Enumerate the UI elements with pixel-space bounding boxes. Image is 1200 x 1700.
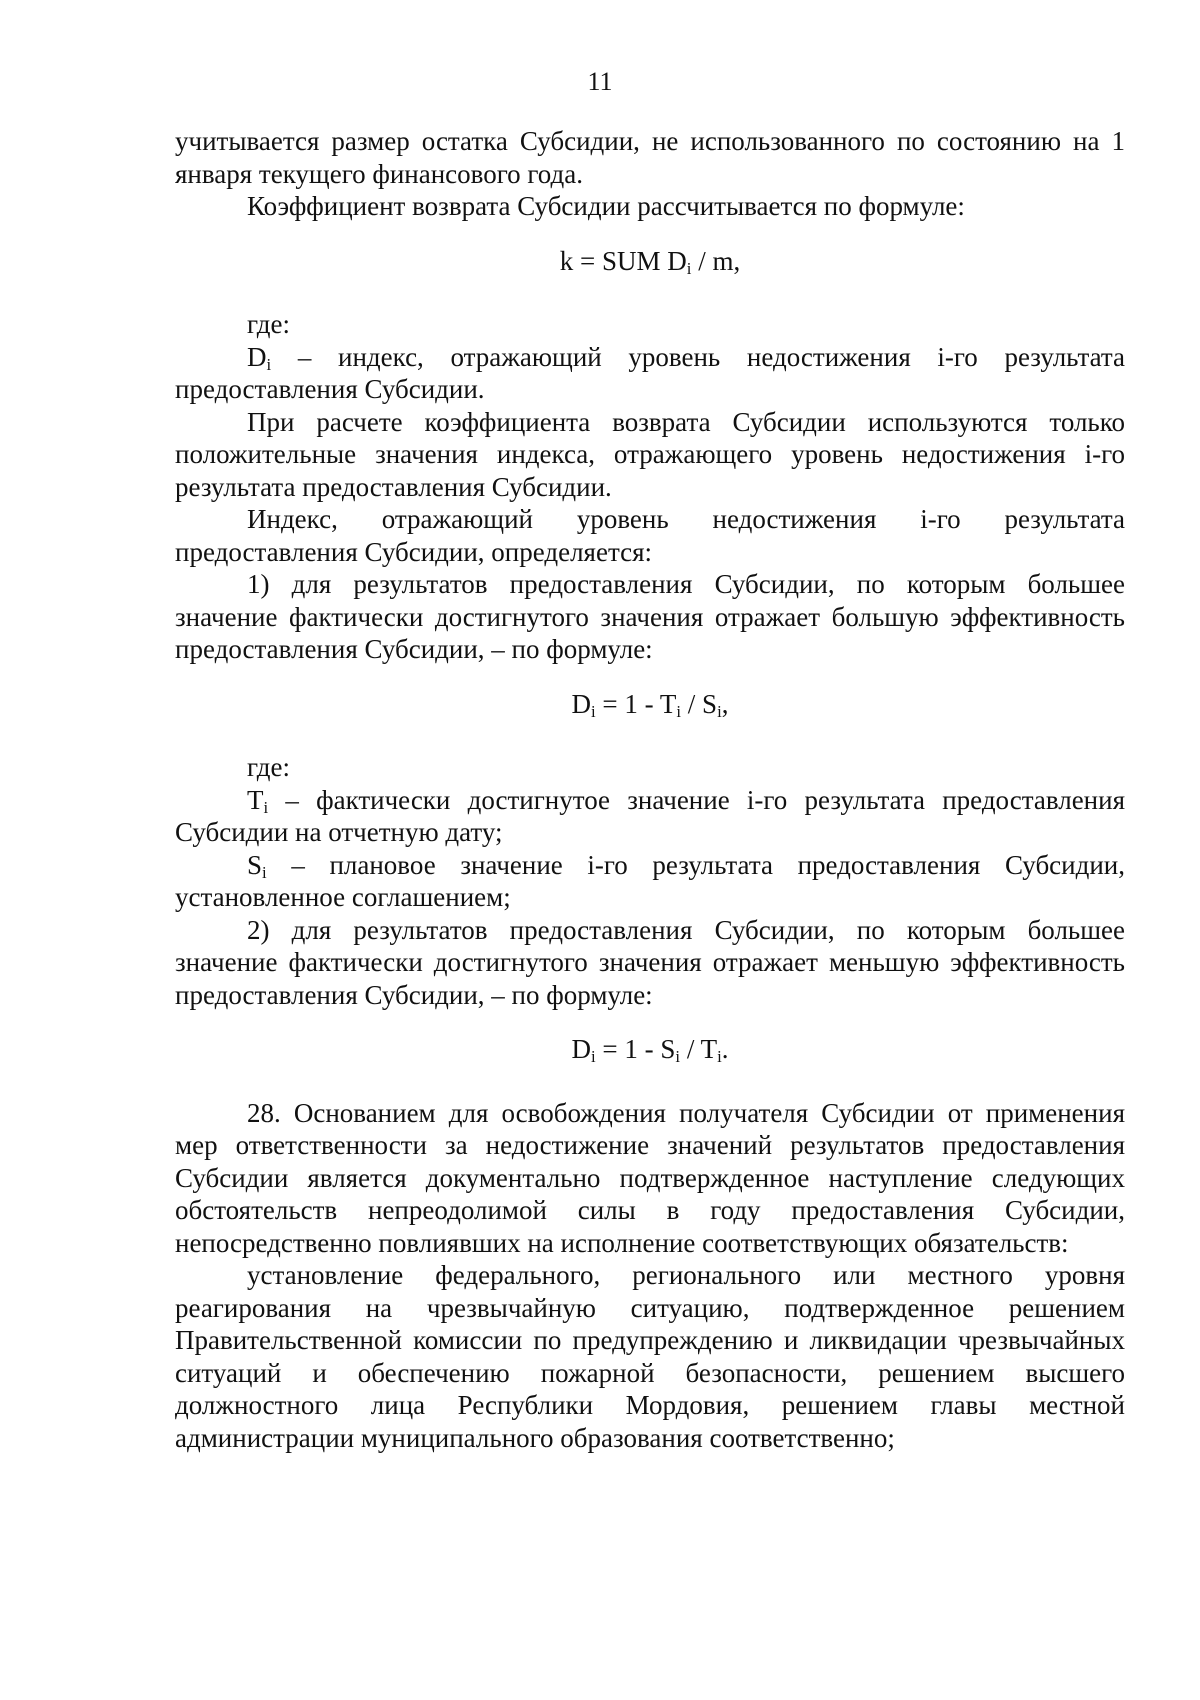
- paragraph-coefficient-intro: Коэффициент возврата Субсидии рассчитывается по формуле:: [247, 191, 965, 221]
- formula-subscript: i: [591, 701, 596, 721]
- paragraph-continuation: учитывается размер остатка Субсидии, не использованного по состоянию на 1 января текущего финансового года.: [175, 126, 1125, 189]
- formula-index-case-1: [175, 688, 1125, 721]
- definition-di: [175, 341, 1125, 406]
- formula-part: ,: [721, 688, 729, 719]
- symbol: S: [247, 849, 263, 880]
- paragraph-emergency-level: установление федерального, регионального или местного уровня реагирования на чрезвычайную ситуацию, подтвержденное решением Правительственной комиссии по предупреждению и ликвидации чрезвычайных ситуаций и обеспечению пожарной безопасности, решением высшего должностного лица Республики Мордовия, решением главы местной администрации муниципального образования соответственно;: [175, 1260, 1125, 1453]
- paragraph-case-1: 1) для результатов предоставления Субсидии, по которым большее значение фактически достигнутого значения отражает большую эффективность предоставления Субсидии, – по формуле:: [175, 569, 1125, 664]
- formula-part: .: [721, 1034, 729, 1064]
- definition-text: – плановое значение i-го результата предоставления Субсидии, установленное соглашением;: [175, 849, 1125, 912]
- formula-part: = 1 - T: [595, 688, 677, 719]
- formula-part: / m,: [691, 245, 741, 276]
- symbol-subscript: i: [266, 354, 272, 374]
- definition-text: – индекс, отражающий уровень недостижения i-го результата предоставления Субсидии.: [175, 341, 1125, 404]
- formula-subscript: i: [676, 701, 682, 721]
- paragraph-positive-values: При расчете коэффициента возврата Субсидии используются только положительные значения индекса, отражающего уровень недостижения i-го результата предоставления Субсидии.: [175, 406, 1125, 502]
- formula-part: = 1 - S: [595, 1034, 676, 1064]
- formula-part: D: [571, 1034, 592, 1064]
- formula-part: / T: [680, 1034, 718, 1064]
- formula-subscript: i: [591, 1047, 596, 1067]
- symbol-subscript: i: [262, 862, 267, 882]
- definition-text: – фактически достигнутое значение i-го результата предоставления Субсидии на отчетную дату;: [175, 784, 1125, 847]
- symbol-subscript: i: [263, 797, 269, 817]
- formula-part: k = SUM D: [559, 245, 687, 276]
- paragraph-case-2: 2) для результатов предоставления Субсидии, по которым большее значение фактически достигнутого значения отражает меньшую эффективность предоставления Субсидии, – по формуле:: [175, 914, 1125, 1010]
- formula-index-case-2: [175, 1033, 1125, 1066]
- formula-subscript: i: [717, 701, 722, 721]
- formula-subscript: i: [675, 1047, 681, 1067]
- document-body: [175, 125, 1125, 1454]
- page-number: 11: [587, 67, 613, 96]
- where-label: где:: [247, 309, 290, 339]
- definition-ti: [175, 784, 1125, 849]
- formula-subscript: i: [717, 1047, 722, 1067]
- paragraph-28-force-majeure: 28. Основанием для освобождения получателя Субсидии от применения мер ответственности за недостижение значений результатов предоставления Субсидии является документально подтвержденное наступление следующих обстоятельств непреодолимой силы в году предоставления Субсидии, непосредственно повлиявших на исполнение соответствующих обязательств:: [175, 1097, 1125, 1258]
- formula-subscript: i: [686, 258, 692, 278]
- symbol: D: [247, 341, 267, 372]
- where-label: где:: [247, 752, 290, 782]
- formula-part: / S: [681, 688, 718, 719]
- definition-si: [175, 849, 1125, 914]
- paragraph-index-determined: Индекс, отражающий уровень недостижения i-го результата предоставления Субсидии, определяется:: [175, 504, 1125, 567]
- formula-return-coefficient: [175, 245, 1125, 278]
- formula-part: D: [571, 688, 591, 719]
- symbol: T: [247, 784, 264, 815]
